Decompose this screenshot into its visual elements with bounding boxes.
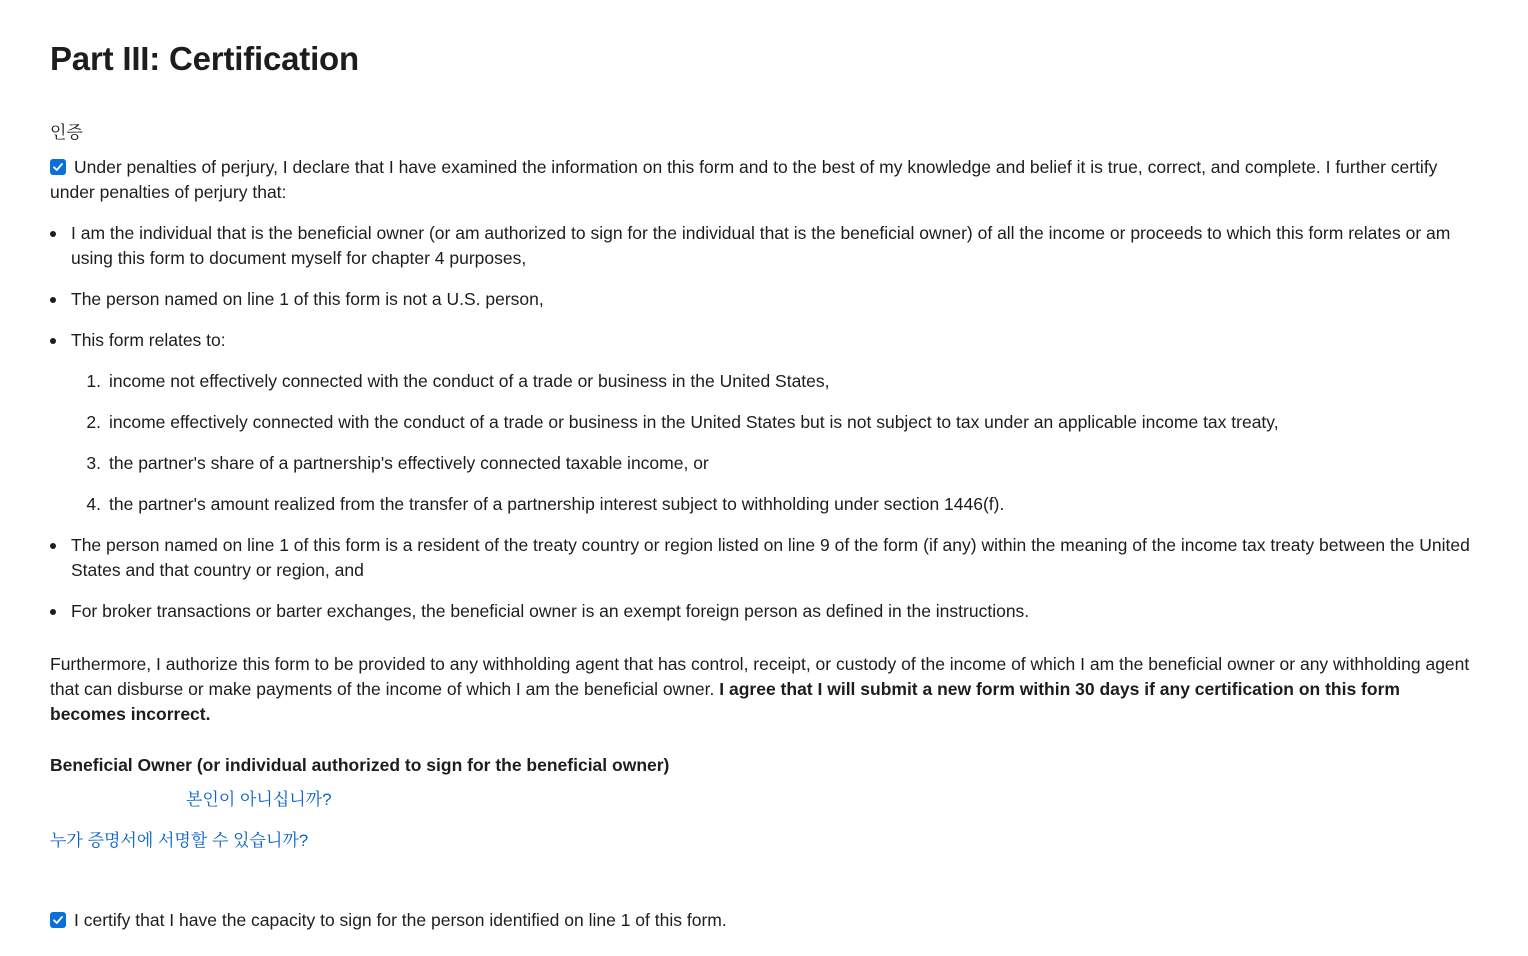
bullet-treaty-resident: The person named on line 1 of this form is a resident of the treaty country or region listed on line 9 of the form (if any) within the meaning of the income tax treaty between the United States and that country or region, and — [71, 535, 1470, 580]
furthermore-paragraph — [50, 652, 1478, 727]
bullet-broker-transactions: For broker transactions or barter exchanges, the beneficial owner is an exempt foreign person as defined in the instructions. — [71, 601, 1030, 621]
list-text: income effectively connected with the conduct of a trade or business in the United States but is not subject to tax under an applicable income tax treaty, — [109, 412, 1279, 432]
list-text: the partner's amount realized from the transfer of a partnership interest subject to withholding under section 1446(f). — [109, 494, 1005, 514]
capacity-checkbox[interactable] — [50, 912, 66, 928]
list-number: 1. — [86, 371, 101, 391]
list-text: income not effectively connected with the conduct of a trade or business in the United States, — [109, 371, 830, 391]
list-item — [50, 533, 1478, 583]
list-item — [50, 328, 1478, 517]
list-number: 4. — [86, 494, 101, 514]
relates-numbered-list — [50, 369, 1478, 517]
list-number: 3. — [86, 453, 101, 473]
list-item — [50, 369, 1478, 394]
bullet-beneficial-owner: I am the individual that is the beneficial owner (or am authorized to sign for the individual that is the beneficial owner) of all the income or proceeds to which this form relates or am using this form to document myself for chapter 4 purposes, — [71, 223, 1451, 268]
beneficial-owner-heading: Beneficial Owner (or individual authorized to sign for the beneficial owner) — [50, 755, 670, 775]
list-number: 2. — [86, 412, 101, 432]
capacity-text: I certify that I have the capacity to sign for the person identified on line 1 of this form. — [74, 910, 727, 930]
bullet-form-relates: This form relates to: — [71, 330, 226, 350]
perjury-text: Under penalties of perjury, I declare that I have examined the information on this form and to the best of my knowledge and belief it is true, correct, and complete. I further certify under penalties of perjury that: — [50, 157, 1438, 202]
bullet-not-us-person: The person named on line 1 of this form is not a U.S. person, — [71, 289, 544, 309]
capacity-certification-row — [50, 908, 1478, 933]
checkmark-icon — [52, 161, 64, 173]
page-title: Part III: Certification — [50, 40, 359, 77]
list-item — [50, 410, 1478, 435]
perjury-certification-row — [50, 155, 1478, 205]
who-can-sign-link[interactable]: 누가 증명서에 서명할 수 있습니까? — [50, 831, 309, 850]
checkmark-icon — [52, 914, 64, 926]
list-item — [50, 221, 1478, 271]
list-item — [50, 287, 1478, 312]
list-item — [50, 599, 1478, 624]
list-text: the partner's share of a partnership's effectively connected taxable income, or — [109, 453, 709, 473]
certification-bullet-list — [50, 221, 1478, 624]
page-subtitle: 인증 — [50, 123, 83, 142]
furthermore-bold-text: I agree that I will submit a new form within 30 days if any certification on this form becomes incorrect. — [50, 679, 1400, 724]
perjury-checkbox[interactable] — [50, 159, 66, 175]
list-item — [50, 492, 1478, 517]
furthermore-text: Furthermore, I authorize this form to be provided to any withholding agent that has control, receipt, or custody of the income of which I am the beneficial owner or any withholding agent that can disburse or make payments of the income of which I am the beneficial owner. — [50, 654, 1470, 699]
list-item — [50, 451, 1478, 476]
not-you-link[interactable]: 본인이 아니십니까? — [186, 790, 332, 809]
